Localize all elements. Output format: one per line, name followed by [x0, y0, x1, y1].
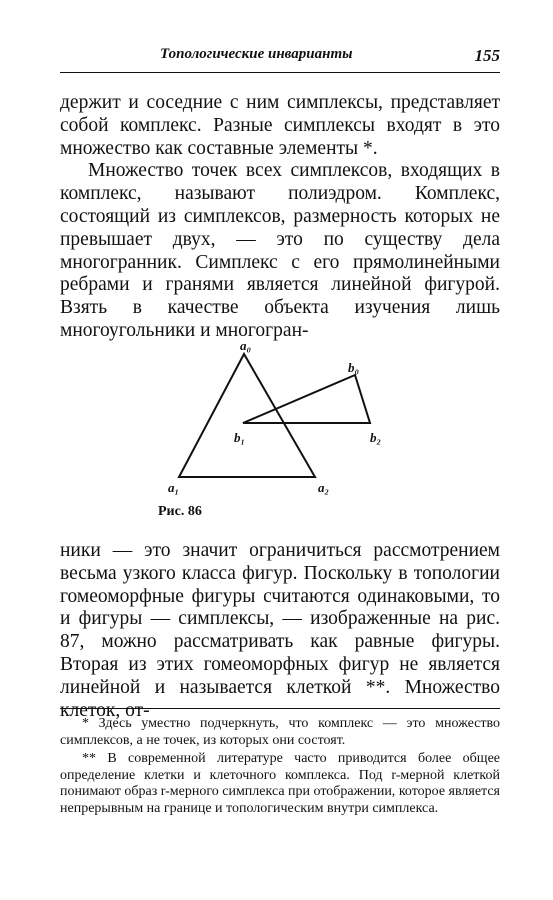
paragraph-cells: ники — это значит ограничиться рассмотрением весьма узкого класса фигур. Поскольку в топологии гомеоморфные фигуры считаются одинаковыми, то и фигуры — симплексы, — изображенные на рис. 87, можно рассматривать как равные фигуры. Вторая из этих гомеоморфных фигур не является линейной и называется клеткой **. Множество клеток, от- [60, 540, 500, 721]
figure-caption: Рис. 86 [158, 504, 202, 519]
figure-86 [150, 340, 410, 530]
footnote-2: ** В современной литературе часто приводится более общее определение клетки и клеточного комплекса. Под r-мерной клеткой понимают образ r-мерного симплекса при отображении, которое является непрерывным на границе и топологическим внутри симплекса. [60, 751, 500, 816]
header-rule [60, 72, 500, 73]
label-b2: b₂ [370, 430, 382, 445]
footnote-rule [60, 708, 500, 709]
label-b1: b₁ [234, 430, 246, 445]
page-number: 155 [474, 46, 500, 65]
paragraph-continuation: держит и соседние с ним симплексы, представляет собой комплекс. Разные симплексы входят в это множество как составные элементы *. [60, 92, 500, 159]
running-head [160, 46, 500, 68]
triangle-a [179, 354, 315, 477]
running-head-title: Топологические инварианты [160, 46, 353, 62]
label-a1: a₁ [168, 480, 180, 495]
footnotes [60, 716, 500, 820]
label-a0: a₀ [240, 338, 252, 353]
footnote-1: * Здесь уместно подчеркнуть, что комплекс — это множество симплексов, а не точек, из которых они состоят. [60, 716, 500, 748]
triangles-diagram [150, 340, 410, 510]
body-text-bottom [60, 540, 500, 722]
label-a2: a₂ [318, 480, 330, 495]
triangle-b [243, 375, 370, 423]
body-text-top [60, 92, 500, 343]
label-b0: b₀ [348, 360, 360, 375]
paragraph-polyhedron: Множество точек всех симплексов, входящих в комплекс, называют полиэдром. Комплекс, состоящий из симплексов, размерность которых не превышает двух, — это по существу дела многогранник. Симплекс с его прямолинейными ребрами и гранями является линейной фигурой. Взять в качестве объекта изучения лишь многоугольники и многогран- [60, 160, 500, 341]
